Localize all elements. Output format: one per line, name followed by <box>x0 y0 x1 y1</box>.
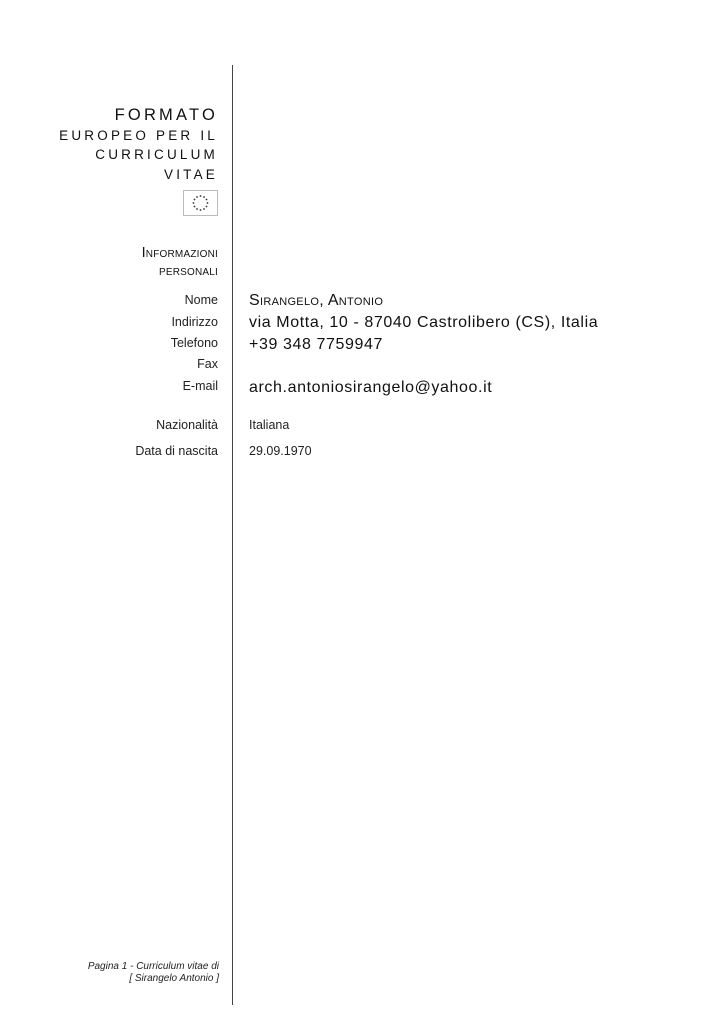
value-email[interactable]: arch.antoniosirangelo@yahoo.it <box>249 379 493 396</box>
title-line: FORMATO <box>114 106 218 124</box>
title-line: CURRICULUM <box>95 147 218 162</box>
eu-flag-icon <box>183 190 218 216</box>
page-footer <box>88 961 219 985</box>
section-title-line: personali <box>158 263 218 279</box>
label-indirizzo: Indirizzo <box>171 315 218 329</box>
section-title <box>142 244 218 280</box>
footer-line: Pagina 1 - Curriculum vitae di <box>87 961 219 972</box>
footer-line: [ Sirangelo Antonio ] <box>129 973 219 984</box>
label-email: E-mail <box>182 379 218 393</box>
value-nome: Sirangelo, Antonio <box>249 292 384 309</box>
label-data-nascita: Data di nascita <box>135 444 218 458</box>
value-indirizzo: via Motta, 10 - 87040 Castrolibero (CS), Italia <box>249 314 599 331</box>
document-title <box>59 106 218 184</box>
title-line: VITAE <box>163 166 218 182</box>
section-title-line: Informazioni <box>141 245 218 261</box>
label-telefono: Telefono <box>170 336 218 350</box>
value-data-nascita: 29.09.1970 <box>249 444 312 458</box>
value-telefono: +39 348 7759947 <box>249 336 384 353</box>
value-nazionalita: Italiana <box>249 418 290 432</box>
label-nome: Nome <box>184 293 218 307</box>
label-fax: Fax <box>197 357 218 371</box>
label-nazionalita: Nazionalità <box>156 418 218 432</box>
title-line: EUROPEO PER IL <box>59 127 218 143</box>
column-divider <box>232 65 233 1005</box>
